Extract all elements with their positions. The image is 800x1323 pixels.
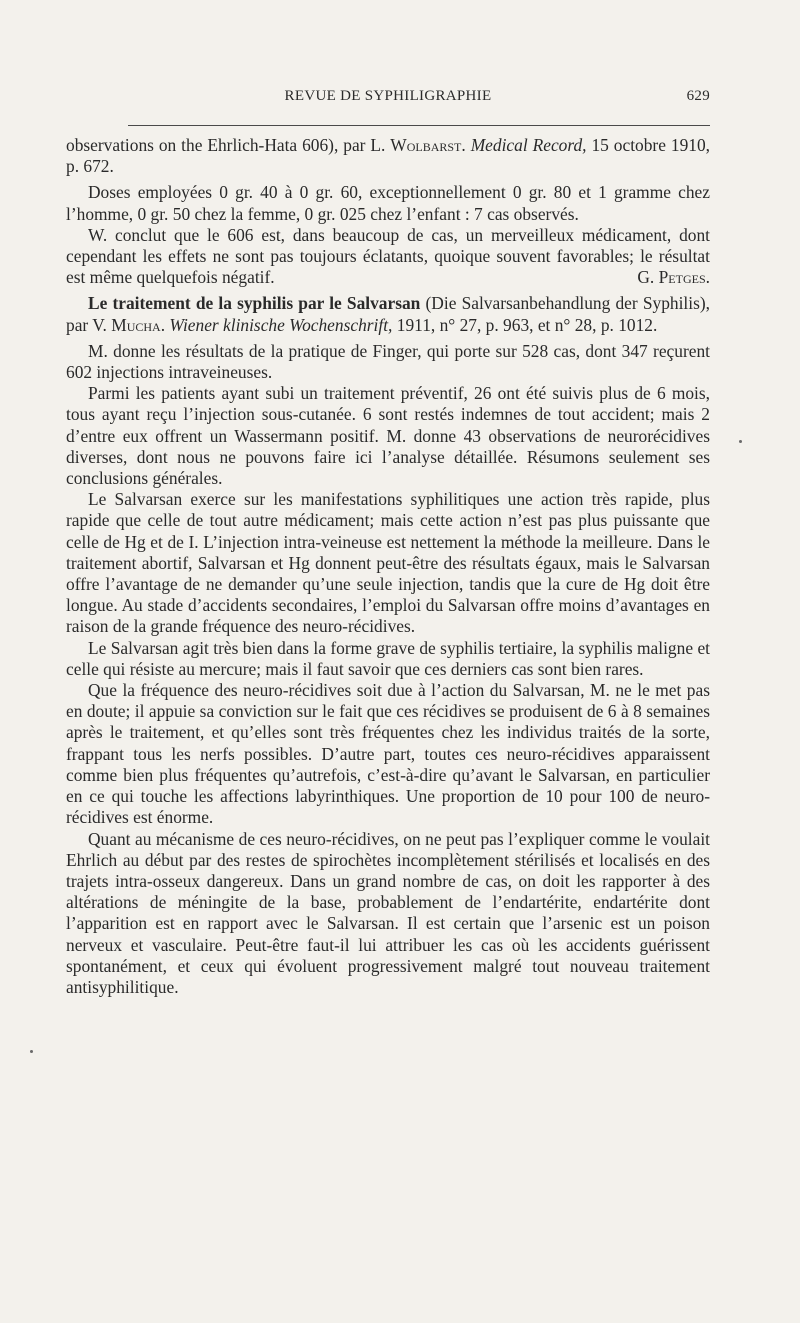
paragraph-mechanism: Quant au mécanisme de ces neuro-récidives, on ne peut pas l’expliquer comme le voulait Ehrlich au début par des restes de spirochètes incomplètement stérilisés et localisés en des trajets intra-osseux dangereux. Dans un grand nombre de cas, on doit les rapporter à des altérations de méningite de la base, probablement de l’endartérite, endartérite dont l’apparition est en rapport avec le Salvarsan. Il est certain que l’arsenic est un poison nerveux et vasculaire. Peut-être faut-il lui attribuer les cas où les accidents guérissent spontanément, et ceux qui évoluent progressivement malgré tout nouveau traitement antisyphilitique.	[66, 828, 710, 997]
article-journal: Wiener klinische Wochenschrift,	[169, 314, 393, 335]
article-title: Le traitement de la syphilis par le Salvarsan	[88, 293, 421, 314]
paragraph-action: Le Salvarsan exerce sur les manifestations syphilitiques une action très rapide, plus rapide que celle de tout autre médicament; mais cette action n’est pas plus puissante que celle de Hg et de I. L’injection intra-veineuse est nettement la méthode la meilleure. Dans le traitement abortif, Salvarsan et Hg donnent peut-être des résultats égaux, mais le Salvarsan offre l’avantage de ne demander qu’une seule injection, tandis que la cure de Hg doit être longue. Au stade d’accidents secondaires, l’emploi du Salvarsan offre moins d’avantages en raison de la grande fréquence des neuro-récidives.	[66, 489, 710, 637]
paragraph-preventive: Parmi les patients ayant subi un traitement préventif, 26 ont été suivis plus de 6 mois, tous ayant reçu l’injection sous-cutanée. 6 sont restés indemnes de tout accident; mais 2 d’entre eux offrent un Wassermann positif. M. donne 43 observations de neurorécidives diverses, dont nous ne pouvons faire ici l’analyse détaillée. Résumons seulement ses conclusions générales.	[66, 383, 710, 489]
paragraph-results: M. donne les résultats de la pratique de Finger, qui porte sur 528 cas, dont 347 reçurent 602 injections intraveineuses.	[66, 340, 710, 383]
paragraph-citation-end	[66, 135, 710, 177]
article-author: Mucha	[111, 314, 161, 335]
article-subtitle: (Die Salvarsanbehandlung der Syphilis), par V.	[66, 293, 710, 335]
paragraph-article-heading	[66, 293, 710, 335]
paragraph-neurorecidives: Que la fréquence des neuro-récidives soit due à l’action du Salvarsan, M. ne le met pas en doute; il appuie sa conviction sur le fait que ces récidives se produisent de 6 à 8 semaines après le traitement, et qu’elles sont très fréquentes chez les individus traités de la sorte, frappant tous les nerfs possibles. D’autre part, toutes ces neuro-récidives apparaissent comme bien plus fréquentes qu’autrefois, c’est-à-dire qu’avant le Salvarsan, en particulier en ce qui touche les affections labyrinthiques. Une proportion de 10 pour 100 de neuro-récidives est énorme.	[66, 680, 710, 828]
citation-text: observations on the Ehrlich-Hata 606), par L.	[66, 135, 391, 155]
paper-speck	[739, 440, 742, 443]
conclusion-text: W. conclut que le 606 est, dans beaucoup de cas, un merveilleux médicament, dont cependant les effets ne sont pas toujours éclatants, quoique souvent favorables; le résultat est même quelquefois négatif.	[66, 224, 710, 288]
reviewer-signature	[615, 267, 710, 288]
header-rule	[128, 125, 710, 126]
citation-date: 15 octobre 1910, p. 672.	[66, 135, 711, 177]
article-body	[66, 135, 710, 998]
paragraph-doses: Doses employées 0 gr. 40 à 0 gr. 60, exceptionnellement 0 gr. 80 et 1 gramme chez l’homme, 0 gr. 50 chez la femme, 0 gr. 025 chez l’enfant : 7 cas observés.	[66, 182, 710, 224]
journal-title: REVUE DE SYPHILIGRAPHIE	[284, 88, 492, 104]
article-sep: .	[160, 314, 170, 335]
page-number: 629	[686, 88, 710, 104]
citation-sep: .	[461, 135, 471, 155]
citation-author: Wolbarst	[390, 135, 462, 155]
paper-speck	[30, 1050, 33, 1053]
citation-journal: Medical Record,	[470, 135, 587, 155]
running-header	[66, 88, 710, 108]
paragraph-conclusion	[66, 225, 710, 289]
reviewer-name: Petges	[658, 267, 706, 288]
paragraph-tertiary: Le Salvarsan agit très bien dans la forme grave de syphilis tertiaire, la syphilis maligne et celle qui résiste au mercure; mais il faut savoir que ces derniers cas sont bien rares.	[66, 637, 710, 679]
reviewer-end: .	[705, 267, 710, 288]
article-reference: 1911, n° 27, p. 963, et n° 28, p. 1012.	[392, 314, 658, 335]
reviewer-initial: G.	[637, 267, 659, 288]
